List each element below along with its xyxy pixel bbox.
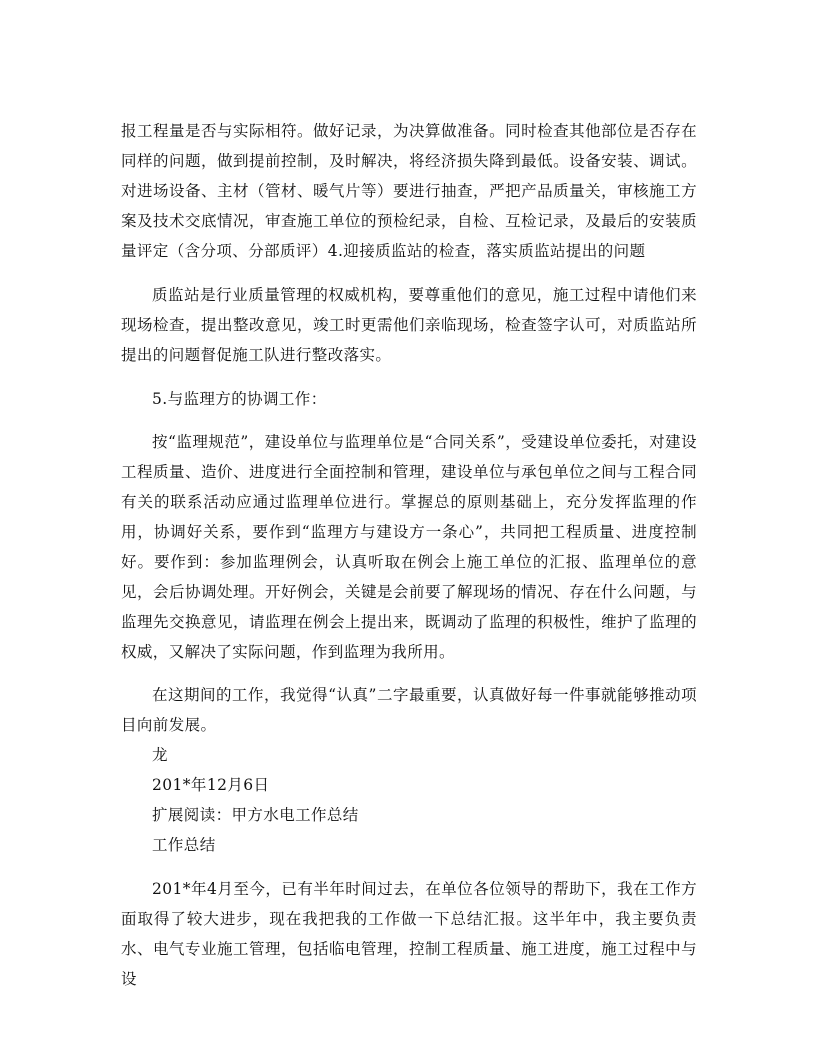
extended-reading-title: 扩展阅读：甲方水电工作总结 bbox=[152, 806, 359, 824]
paragraph-quality-station: 质监站是行业质量管理的权威机构，要尊重他们的意见，施工过程中请他们来现场检查，提出整改意见，竣工时更需他们亲临现场，检查签字认可，对质监站所提出的问题督促施工队进行整改落实。 bbox=[121, 286, 697, 364]
paragraph-work-summary: 201*年4月至今，已有半年时间过去，在单位各位领导的帮助下，我在工作方面取得了较大进步，现在我把我的工作做一下总结汇报。这半年中，我主要负责水、电气专业施工管理，包括临电管理，控制工程质量、施工进度，施工过程中与设 bbox=[121, 880, 697, 988]
author-signature: 龙 bbox=[152, 746, 168, 764]
document-body bbox=[121, 116, 697, 994]
paragraph-conclusion: 在这期间的工作，我觉得“认真”二字最重要，认真做好每一件事就能够推动项目向前发展。 bbox=[121, 686, 697, 734]
section-heading-supervision: 5.与监理方的协调工作： bbox=[152, 390, 327, 408]
document-date: 201*年12月6日 bbox=[152, 776, 270, 794]
work-summary-heading: 工作总结 bbox=[152, 836, 216, 854]
paragraph-supervision-coordination: 按“监理规范”，建设单位与监理单位是“合同关系”，受建设单位委托，对建设工程质量、造价、进度进行全面控制和管理，建设单位与承包单位之间与工程合同有关的联系活动应通过监理单位进行。掌握总的原则基础上，充分发挥监理的作用，协调好关系，要作到“监理方与建设方一条心”，共同把工程质量、进度控制好。要作到：参加监理例会，认真听取在例会上施工单位的汇报、监理单位的意见，会后协调处理。开好例会，关键是会前要了解现场的情况、存在什么问题，与监理先交换意见，请监理在例会上提出来，既调动了监理的积极性，维护了监理的权威，又解决了实际问题，作到监理为我所用。 bbox=[121, 433, 697, 661]
paragraph-acceptance-inspection: 报工程量是否与实际相符。做好记录，为决算做准备。同时检查其他部位是否存在同样的问题，做到提前控制，及时解决，将经济损失降到最低。设备安装、调试。对进场设备、主材（管材、暖气片等）要进行抽查，严把产品质量关，审核施工方案及技术交底情况，审查施工单位的预检纪录，自检、互检记录，及最后的安装质量评定（含分项、分部质评）4.迎接质监站的检查，落实质监站提出的问题 bbox=[121, 122, 697, 260]
